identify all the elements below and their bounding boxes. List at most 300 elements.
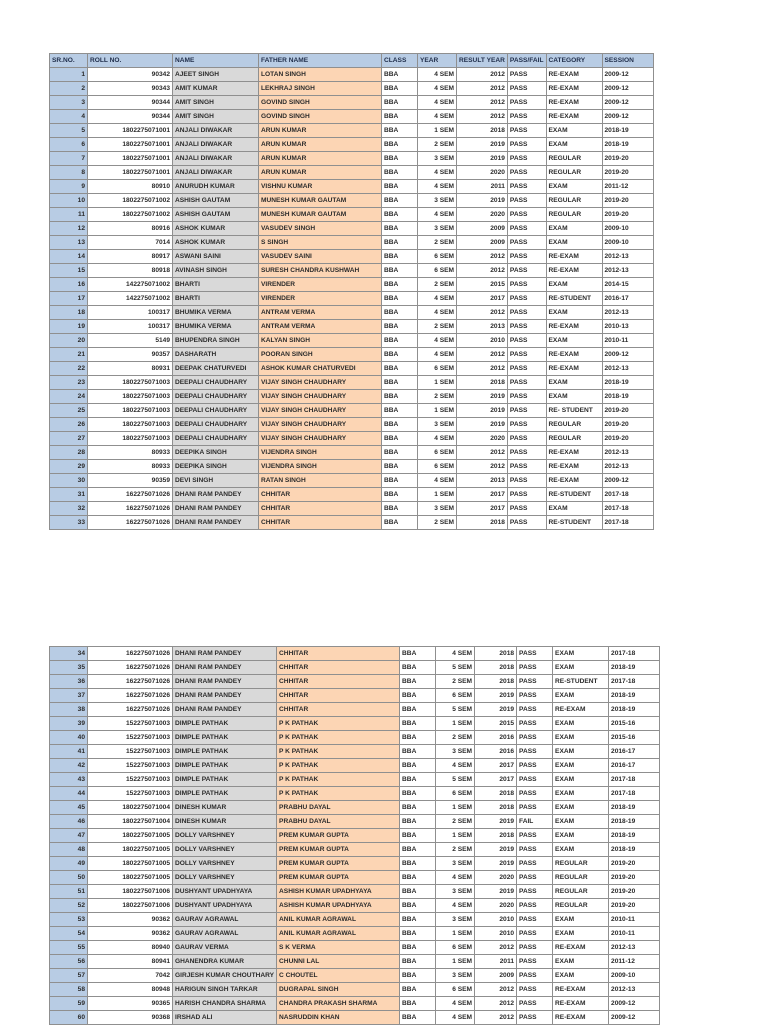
result-year-cell: 2012 bbox=[475, 983, 517, 997]
class-cell: BBA bbox=[400, 1011, 436, 1025]
father-name-cell: VIJAY SINGH CHAUDHARY bbox=[259, 390, 382, 404]
table-row bbox=[50, 292, 654, 306]
class-cell: BBA bbox=[400, 717, 436, 731]
table-row bbox=[50, 362, 654, 376]
pass-fail-cell: PASS bbox=[507, 334, 546, 348]
father-name-cell: VIRENDER bbox=[259, 278, 382, 292]
year-cell: 4 SEM bbox=[436, 899, 475, 913]
session-cell: 2009-10 bbox=[602, 222, 653, 236]
sr-no-cell: 3 bbox=[50, 96, 88, 110]
result-year-cell: 2009 bbox=[457, 236, 508, 250]
year-cell: 3 SEM bbox=[418, 222, 457, 236]
table-row bbox=[50, 1011, 660, 1025]
sr-no-cell: 13 bbox=[50, 236, 88, 250]
sr-no-cell: 59 bbox=[50, 997, 88, 1011]
year-cell: 4 SEM bbox=[436, 647, 475, 661]
session-cell: 2009-12 bbox=[602, 110, 653, 124]
class-cell: BBA bbox=[382, 82, 418, 96]
result-year-cell: 2018 bbox=[457, 516, 508, 530]
father-name-cell: CHHITAR bbox=[277, 689, 400, 703]
session-cell: 2017-18 bbox=[609, 647, 660, 661]
class-cell: BBA bbox=[382, 152, 418, 166]
sr-no-cell: 30 bbox=[50, 474, 88, 488]
session-cell: 2010-13 bbox=[602, 320, 653, 334]
pass-fail-cell: PASS bbox=[507, 194, 546, 208]
roll-no-cell: 90342 bbox=[88, 68, 173, 82]
name-cell: DHANI RAM PANDEY bbox=[173, 647, 277, 661]
name-cell: BHARTI bbox=[173, 292, 259, 306]
table-row bbox=[50, 488, 654, 502]
name-cell: BHUPENDRA SINGH bbox=[173, 334, 259, 348]
pass-fail-cell: PASS bbox=[507, 390, 546, 404]
name-cell: DHANI RAM PANDEY bbox=[173, 703, 277, 717]
category-cell: EXAM bbox=[553, 815, 609, 829]
session-cell: 2016-17 bbox=[609, 745, 660, 759]
year-cell: 3 SEM bbox=[436, 745, 475, 759]
column-header: CATEGORY bbox=[546, 54, 602, 68]
class-cell: BBA bbox=[382, 250, 418, 264]
roll-no-cell: 152275071003 bbox=[88, 773, 173, 787]
category-cell: EXAM bbox=[553, 759, 609, 773]
father-name-cell: P K PATHAK bbox=[277, 773, 400, 787]
name-cell: IRSHAD ALI bbox=[173, 1011, 277, 1025]
category-cell: RE-EXAM bbox=[546, 348, 602, 362]
table-row bbox=[50, 885, 660, 899]
result-year-cell: 2012 bbox=[475, 997, 517, 1011]
father-name-cell: VIJAY SINGH CHAUDHARY bbox=[259, 404, 382, 418]
pass-fail-cell: PASS bbox=[517, 647, 553, 661]
table-row bbox=[50, 194, 654, 208]
header-row bbox=[50, 54, 654, 68]
results-table-page-1 bbox=[49, 53, 654, 530]
pass-fail-cell: PASS bbox=[517, 787, 553, 801]
table-row bbox=[50, 745, 660, 759]
pass-fail-cell: PASS bbox=[507, 474, 546, 488]
roll-no-cell: 100317 bbox=[88, 306, 173, 320]
result-year-cell: 2019 bbox=[457, 194, 508, 208]
result-year-cell: 2018 bbox=[457, 124, 508, 138]
result-year-cell: 2009 bbox=[457, 222, 508, 236]
roll-no-cell: 80933 bbox=[88, 446, 173, 460]
category-cell: RE-EXAM bbox=[553, 941, 609, 955]
year-cell: 6 SEM bbox=[436, 941, 475, 955]
name-cell: AVINASH SINGH bbox=[173, 264, 259, 278]
roll-no-cell: 1802275071003 bbox=[88, 390, 173, 404]
roll-no-cell: 1802275071001 bbox=[88, 152, 173, 166]
year-cell: 2 SEM bbox=[436, 731, 475, 745]
session-cell: 2018-19 bbox=[602, 390, 653, 404]
result-year-cell: 2019 bbox=[475, 815, 517, 829]
table-row bbox=[50, 661, 660, 675]
father-name-cell: PREM KUMAR GUPTA bbox=[277, 843, 400, 857]
session-cell: 2018-19 bbox=[609, 661, 660, 675]
result-year-cell: 2018 bbox=[457, 376, 508, 390]
category-cell: EXAM bbox=[553, 731, 609, 745]
name-cell: ASHOK KUMAR bbox=[173, 236, 259, 250]
class-cell: BBA bbox=[400, 787, 436, 801]
pass-fail-cell: PASS bbox=[507, 348, 546, 362]
name-cell: DIMPLE PATHAK bbox=[173, 745, 277, 759]
name-cell: ASHOK KUMAR bbox=[173, 222, 259, 236]
father-name-cell: GOVIND SINGH bbox=[259, 96, 382, 110]
class-cell: BBA bbox=[382, 166, 418, 180]
session-cell: 2010-11 bbox=[609, 913, 660, 927]
pass-fail-cell: PASS bbox=[517, 843, 553, 857]
year-cell: 3 SEM bbox=[436, 885, 475, 899]
pass-fail-cell: PASS bbox=[517, 689, 553, 703]
table-row bbox=[50, 460, 654, 474]
class-cell: BBA bbox=[382, 348, 418, 362]
roll-no-cell: 100317 bbox=[88, 320, 173, 334]
pass-fail-cell: PASS bbox=[507, 82, 546, 96]
result-year-cell: 2012 bbox=[475, 1011, 517, 1025]
result-year-cell: 2012 bbox=[475, 941, 517, 955]
table-row bbox=[50, 180, 654, 194]
year-cell: 4 SEM bbox=[436, 997, 475, 1011]
session-cell: 2012-13 bbox=[602, 362, 653, 376]
class-cell: BBA bbox=[400, 857, 436, 871]
father-name-cell: PREM KUMAR GUPTA bbox=[277, 829, 400, 843]
sr-no-cell: 5 bbox=[50, 124, 88, 138]
result-year-cell: 2016 bbox=[475, 731, 517, 745]
class-cell: BBA bbox=[400, 983, 436, 997]
table-row bbox=[50, 759, 660, 773]
category-cell: RE-EXAM bbox=[546, 320, 602, 334]
pass-fail-cell: PASS bbox=[517, 857, 553, 871]
session-cell: 2019-20 bbox=[602, 152, 653, 166]
name-cell: HARISH CHANDRA SHARMA bbox=[173, 997, 277, 1011]
category-cell: EXAM bbox=[553, 969, 609, 983]
sr-no-cell: 47 bbox=[50, 829, 88, 843]
father-name-cell: ANTRAM VERMA bbox=[259, 320, 382, 334]
roll-no-cell: 162275071026 bbox=[88, 689, 173, 703]
category-cell: RE- STUDENT bbox=[546, 404, 602, 418]
year-cell: 4 SEM bbox=[418, 208, 457, 222]
year-cell: 4 SEM bbox=[418, 82, 457, 96]
roll-no-cell: 1802275071005 bbox=[88, 871, 173, 885]
class-cell: BBA bbox=[382, 516, 418, 530]
session-cell: 2017-18 bbox=[609, 675, 660, 689]
year-cell: 2 SEM bbox=[418, 278, 457, 292]
year-cell: 4 SEM bbox=[418, 68, 457, 82]
sr-no-cell: 36 bbox=[50, 675, 88, 689]
sr-no-cell: 35 bbox=[50, 661, 88, 675]
roll-no-cell: 1802275071002 bbox=[88, 194, 173, 208]
result-year-cell: 2012 bbox=[457, 82, 508, 96]
result-year-cell: 2017 bbox=[475, 773, 517, 787]
name-cell: DIMPLE PATHAK bbox=[173, 717, 277, 731]
category-cell: RE-EXAM bbox=[553, 703, 609, 717]
result-year-cell: 2018 bbox=[475, 647, 517, 661]
sr-no-cell: 33 bbox=[50, 516, 88, 530]
sr-no-cell: 52 bbox=[50, 899, 88, 913]
roll-no-cell: 80917 bbox=[88, 250, 173, 264]
roll-no-cell: 90362 bbox=[88, 913, 173, 927]
father-name-cell: ANIL KUMAR AGRAWAL bbox=[277, 927, 400, 941]
pass-fail-cell: PASS bbox=[507, 208, 546, 222]
session-cell: 2019-20 bbox=[602, 418, 653, 432]
result-year-cell: 2018 bbox=[475, 829, 517, 843]
class-cell: BBA bbox=[382, 236, 418, 250]
name-cell: DIMPLE PATHAK bbox=[173, 731, 277, 745]
roll-no-cell: 90359 bbox=[88, 474, 173, 488]
year-cell: 3 SEM bbox=[418, 418, 457, 432]
session-cell: 2010-11 bbox=[602, 334, 653, 348]
father-name-cell: SURESH CHANDRA KUSHWAH bbox=[259, 264, 382, 278]
pass-fail-cell: PASS bbox=[517, 927, 553, 941]
result-year-cell: 2019 bbox=[475, 857, 517, 871]
class-cell: BBA bbox=[400, 899, 436, 913]
roll-no-cell: 1802275071001 bbox=[88, 138, 173, 152]
class-cell: BBA bbox=[382, 432, 418, 446]
sr-no-cell: 2 bbox=[50, 82, 88, 96]
table-row bbox=[50, 138, 654, 152]
year-cell: 4 SEM bbox=[418, 334, 457, 348]
table-row bbox=[50, 222, 654, 236]
father-name-cell: P K PATHAK bbox=[277, 759, 400, 773]
table-row bbox=[50, 418, 654, 432]
sr-no-cell: 6 bbox=[50, 138, 88, 152]
category-cell: RE-EXAM bbox=[546, 474, 602, 488]
sr-no-cell: 12 bbox=[50, 222, 88, 236]
category-cell: EXAM bbox=[546, 222, 602, 236]
sr-no-cell: 42 bbox=[50, 759, 88, 773]
session-cell: 2012-13 bbox=[602, 250, 653, 264]
class-cell: BBA bbox=[400, 773, 436, 787]
table-row bbox=[50, 432, 654, 446]
category-cell: EXAM bbox=[546, 334, 602, 348]
table-row bbox=[50, 969, 660, 983]
table-row bbox=[50, 236, 654, 250]
name-cell: DHANI RAM PANDEY bbox=[173, 661, 277, 675]
table-row bbox=[50, 675, 660, 689]
result-year-cell: 2016 bbox=[475, 745, 517, 759]
class-cell: BBA bbox=[382, 278, 418, 292]
roll-no-cell: 162275071026 bbox=[88, 502, 173, 516]
name-cell: DINESH KUMAR bbox=[173, 815, 277, 829]
class-cell: BBA bbox=[400, 927, 436, 941]
class-cell: BBA bbox=[382, 292, 418, 306]
sr-no-cell: 14 bbox=[50, 250, 88, 264]
session-cell: 2017-18 bbox=[602, 516, 653, 530]
column-header: FATHER NAME bbox=[259, 54, 382, 68]
result-year-cell: 2019 bbox=[457, 138, 508, 152]
roll-no-cell: 80941 bbox=[88, 955, 173, 969]
pass-fail-cell: PASS bbox=[517, 1011, 553, 1025]
result-year-cell: 2011 bbox=[475, 955, 517, 969]
name-cell: ANURUDH KUMAR bbox=[173, 180, 259, 194]
result-year-cell: 2020 bbox=[475, 871, 517, 885]
year-cell: 4 SEM bbox=[418, 292, 457, 306]
sr-no-cell: 40 bbox=[50, 731, 88, 745]
result-year-cell: 2012 bbox=[457, 250, 508, 264]
class-cell: BBA bbox=[382, 418, 418, 432]
sr-no-cell: 31 bbox=[50, 488, 88, 502]
sr-no-cell: 58 bbox=[50, 983, 88, 997]
session-cell: 2012-13 bbox=[602, 264, 653, 278]
class-cell: BBA bbox=[382, 222, 418, 236]
class-cell: BBA bbox=[400, 913, 436, 927]
table-row bbox=[50, 997, 660, 1011]
father-name-cell: CHHITAR bbox=[259, 502, 382, 516]
category-cell: REGULAR bbox=[546, 152, 602, 166]
session-cell: 2009-12 bbox=[602, 96, 653, 110]
roll-no-cell: 5149 bbox=[88, 334, 173, 348]
sr-no-cell: 55 bbox=[50, 941, 88, 955]
father-name-cell: P K PATHAK bbox=[277, 745, 400, 759]
sr-no-cell: 39 bbox=[50, 717, 88, 731]
category-cell: REGULAR bbox=[546, 166, 602, 180]
roll-no-cell: 1802275071001 bbox=[88, 166, 173, 180]
session-cell: 2009-12 bbox=[602, 474, 653, 488]
father-name-cell: CHANDRA PRAKASH SHARMA bbox=[277, 997, 400, 1011]
father-name-cell: MUNESH KUMAR GAUTAM bbox=[259, 208, 382, 222]
class-cell: BBA bbox=[400, 815, 436, 829]
session-cell: 2019-20 bbox=[602, 194, 653, 208]
pass-fail-cell: PASS bbox=[517, 675, 553, 689]
class-cell: BBA bbox=[382, 446, 418, 460]
name-cell: HARIGUN SINGH TARKAR bbox=[173, 983, 277, 997]
pass-fail-cell: PASS bbox=[507, 418, 546, 432]
session-cell: 2018-19 bbox=[602, 138, 653, 152]
roll-no-cell: 80948 bbox=[88, 983, 173, 997]
roll-no-cell: 1802275071002 bbox=[88, 208, 173, 222]
roll-no-cell: 162275071026 bbox=[88, 703, 173, 717]
table-row bbox=[50, 82, 654, 96]
year-cell: 4 SEM bbox=[418, 306, 457, 320]
roll-no-cell: 1802275071003 bbox=[88, 404, 173, 418]
session-cell: 2018-19 bbox=[609, 703, 660, 717]
class-cell: BBA bbox=[400, 801, 436, 815]
pass-fail-cell: PASS bbox=[507, 250, 546, 264]
result-year-cell: 2018 bbox=[475, 675, 517, 689]
session-cell: 2011-12 bbox=[602, 180, 653, 194]
table-row bbox=[50, 717, 660, 731]
sr-no-cell: 1 bbox=[50, 68, 88, 82]
name-cell: ANJALI DIWAKAR bbox=[173, 138, 259, 152]
year-cell: 3 SEM bbox=[418, 502, 457, 516]
year-cell: 6 SEM bbox=[436, 787, 475, 801]
pass-fail-cell: PASS bbox=[507, 110, 546, 124]
result-year-cell: 2012 bbox=[457, 460, 508, 474]
category-cell: EXAM bbox=[553, 927, 609, 941]
class-cell: BBA bbox=[382, 194, 418, 208]
name-cell: DIMPLE PATHAK bbox=[173, 759, 277, 773]
category-cell: RE-EXAM bbox=[553, 983, 609, 997]
session-cell: 2019-20 bbox=[602, 432, 653, 446]
pass-fail-cell: PASS bbox=[507, 236, 546, 250]
name-cell: GAURAV AGRAWAL bbox=[173, 927, 277, 941]
class-cell: BBA bbox=[382, 264, 418, 278]
class-cell: BBA bbox=[400, 955, 436, 969]
result-year-cell: 2012 bbox=[457, 68, 508, 82]
roll-no-cell: 90368 bbox=[88, 1011, 173, 1025]
table-row bbox=[50, 264, 654, 278]
sr-no-cell: 15 bbox=[50, 264, 88, 278]
father-name-cell: VIJAY SINGH CHAUDHARY bbox=[259, 376, 382, 390]
session-cell: 2019-20 bbox=[609, 857, 660, 871]
result-year-cell: 2019 bbox=[475, 703, 517, 717]
session-cell: 2016-17 bbox=[602, 292, 653, 306]
category-cell: EXAM bbox=[553, 955, 609, 969]
pass-fail-cell: PASS bbox=[507, 264, 546, 278]
name-cell: AMIT SINGH bbox=[173, 96, 259, 110]
year-cell: 2 SEM bbox=[436, 815, 475, 829]
column-header: SR.NO. bbox=[50, 54, 88, 68]
name-cell: DHANI RAM PANDEY bbox=[173, 689, 277, 703]
category-cell: REGULAR bbox=[553, 899, 609, 913]
class-cell: BBA bbox=[382, 320, 418, 334]
session-cell: 2011-12 bbox=[609, 955, 660, 969]
year-cell: 1 SEM bbox=[436, 717, 475, 731]
pass-fail-cell: PASS bbox=[507, 502, 546, 516]
session-cell: 2010-11 bbox=[609, 927, 660, 941]
name-cell: AMIT KUMAR bbox=[173, 82, 259, 96]
father-name-cell: ARUN KUMAR bbox=[259, 166, 382, 180]
session-cell: 2018-19 bbox=[602, 124, 653, 138]
table-row bbox=[50, 334, 654, 348]
category-cell: RE-EXAM bbox=[546, 362, 602, 376]
table-row bbox=[50, 857, 660, 871]
category-cell: RE-EXAM bbox=[546, 460, 602, 474]
class-cell: BBA bbox=[400, 997, 436, 1011]
roll-no-cell: 1802275071001 bbox=[88, 124, 173, 138]
table-row bbox=[50, 474, 654, 488]
year-cell: 1 SEM bbox=[418, 488, 457, 502]
father-name-cell: P K PATHAK bbox=[277, 717, 400, 731]
father-name-cell: VASUDEV SAINI bbox=[259, 250, 382, 264]
name-cell: BHARTI bbox=[173, 278, 259, 292]
name-cell: DIMPLE PATHAK bbox=[173, 787, 277, 801]
category-cell: RE-STUDENT bbox=[546, 292, 602, 306]
father-name-cell: CHUNNI LAL bbox=[277, 955, 400, 969]
table-row bbox=[50, 124, 654, 138]
father-name-cell: VIRENDER bbox=[259, 292, 382, 306]
year-cell: 1 SEM bbox=[436, 955, 475, 969]
pass-fail-cell: PASS bbox=[507, 222, 546, 236]
table-row bbox=[50, 348, 654, 362]
name-cell: GHANENDRA KUMAR bbox=[173, 955, 277, 969]
session-cell: 2019-20 bbox=[602, 166, 653, 180]
roll-no-cell: 7014 bbox=[88, 236, 173, 250]
category-cell: RE-STUDENT bbox=[546, 488, 602, 502]
class-cell: BBA bbox=[382, 502, 418, 516]
result-year-cell: 2019 bbox=[475, 885, 517, 899]
results-table-page-2 bbox=[49, 646, 660, 1025]
pass-fail-cell: PASS bbox=[517, 745, 553, 759]
year-cell: 6 SEM bbox=[418, 250, 457, 264]
pass-fail-cell: PASS bbox=[517, 913, 553, 927]
table-row bbox=[50, 278, 654, 292]
result-year-cell: 2015 bbox=[457, 278, 508, 292]
result-year-cell: 2010 bbox=[475, 913, 517, 927]
father-name-cell: GOVIND SINGH bbox=[259, 110, 382, 124]
name-cell: DEVI SINGH bbox=[173, 474, 259, 488]
result-year-cell: 2010 bbox=[475, 927, 517, 941]
sr-no-cell: 27 bbox=[50, 432, 88, 446]
class-cell: BBA bbox=[400, 759, 436, 773]
name-cell: DEEPALI CHAUDHARY bbox=[173, 390, 259, 404]
name-cell: DHANI RAM PANDEY bbox=[173, 502, 259, 516]
category-cell: REGULAR bbox=[546, 432, 602, 446]
year-cell: 4 SEM bbox=[418, 474, 457, 488]
year-cell: 1 SEM bbox=[436, 829, 475, 843]
result-year-cell: 2012 bbox=[457, 446, 508, 460]
roll-no-cell: 80933 bbox=[88, 460, 173, 474]
sr-no-cell: 44 bbox=[50, 787, 88, 801]
category-cell: EXAM bbox=[553, 787, 609, 801]
roll-no-cell: 1802275071003 bbox=[88, 418, 173, 432]
